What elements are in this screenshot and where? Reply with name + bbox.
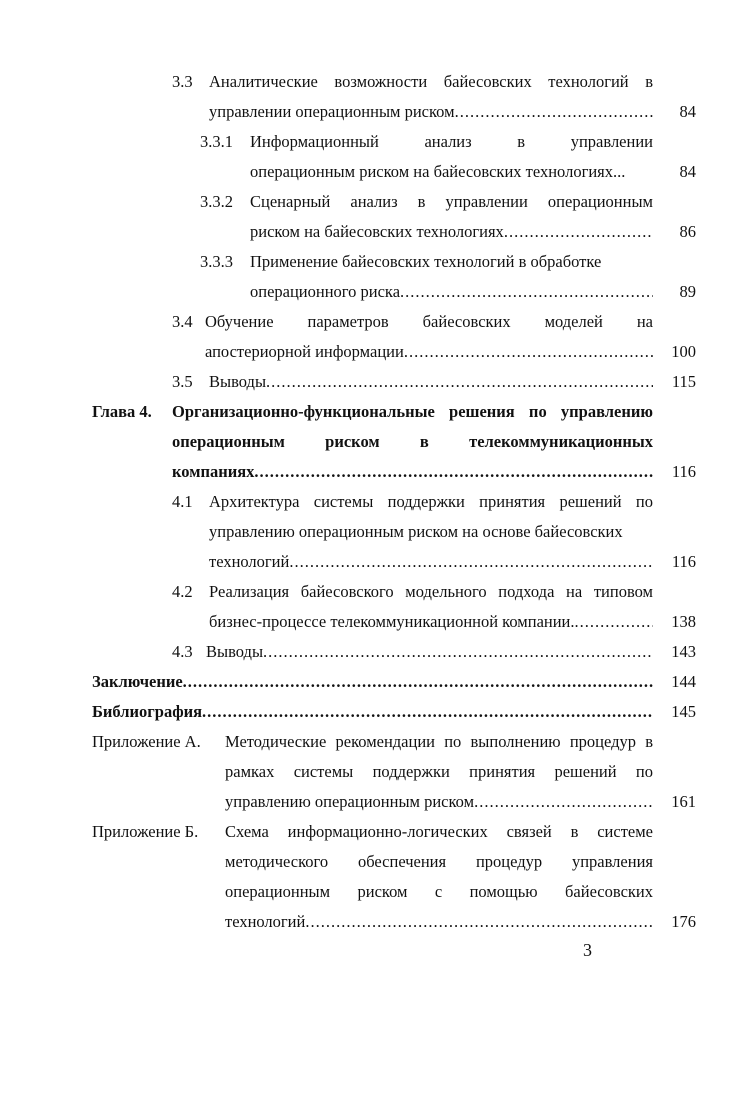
appendix-number: Приложение А.	[92, 732, 201, 751]
page-number: 176	[671, 912, 696, 931]
page-number: 161	[671, 792, 696, 811]
section-number: 3.3	[172, 72, 193, 91]
entry-title-line-dotted: Выводы .....	[206, 641, 653, 663]
section-number: 3.3.2	[200, 192, 233, 211]
page-number: 86	[679, 222, 696, 241]
section-number: 4.2	[172, 582, 193, 601]
entry-title-line-dotted: апостериорной информации .....	[205, 341, 653, 363]
entry-title-line: Информационный анализ в управлении	[250, 132, 653, 151]
section-number: 4.1	[172, 492, 193, 511]
entry-title-line: операционным риском в телекоммуникационных	[172, 432, 653, 451]
appendix-number: Приложение Б.	[92, 822, 199, 841]
entry-title-line-dotted: технологий .....	[225, 911, 653, 933]
entry-title-line-dotted: компаниях .....	[172, 461, 653, 483]
entry-title-line: операционным риском с помощью байесовских	[225, 882, 653, 901]
chapter-number: Глава 4.	[92, 402, 152, 421]
section-number: 3.4	[172, 312, 193, 331]
entry-title-line-dotted: бизнес-процессе телекоммуникационной компании. .....	[209, 611, 653, 633]
entry-title-line-dotted: риском на байесовских технологиях .....	[250, 221, 653, 243]
entry-title-line: управлению операционным риском на основе байесовских	[209, 522, 623, 541]
page-number: 144	[671, 672, 696, 691]
page-number: 89	[679, 282, 696, 301]
page-number: 145	[671, 702, 696, 721]
entry-title-line: Применение байесовских технологий в обработке	[250, 252, 602, 271]
page-number: 84	[679, 102, 696, 121]
entry-title-line: Аналитические возможности байесовских технологий в	[209, 72, 653, 91]
entry-title-line: Организационно-функциональные решения по управлению	[172, 402, 653, 421]
entry-title-line-dotted: Библиография .....	[92, 701, 653, 723]
page-mark: 3	[583, 940, 592, 960]
entry-title-line: Методические рекомендации по выполнению процедур в	[225, 732, 653, 751]
page-number: 116	[671, 462, 696, 481]
entry-title-line: рамках системы поддержки принятия решений по	[225, 762, 653, 781]
entry-title-line: методического обеспечения процедур управления	[225, 852, 653, 871]
entry-title-line: операционным риском на байесовских технологиях...	[250, 162, 626, 181]
entry-title-line: Архитектура системы поддержки принятия решений по	[209, 492, 653, 511]
entry-title-line: Обучение параметров байесовских моделей на	[205, 312, 653, 331]
page-number: 115	[671, 372, 696, 391]
entry-title-line: Сценарный анализ в управлении операционным	[250, 192, 653, 211]
entry-title-line: Реализация байесовского модельного подхода на типовом	[209, 582, 653, 601]
section-number: 3.3.1	[200, 132, 233, 151]
section-number: 3.3.3	[200, 252, 233, 271]
entry-title-line-dotted: Выводы .....	[209, 371, 653, 393]
entry-title-line-dotted: Заключение .....	[92, 671, 653, 693]
entry-title-line-dotted: управлении операционным риском .....	[209, 101, 653, 123]
page-number: 84	[679, 162, 696, 181]
page-number: 143	[671, 642, 696, 661]
entry-title-line-dotted: технологий .....	[209, 551, 653, 573]
entry-title-line-dotted: управлению операционным риском .....	[225, 791, 653, 813]
section-number: 3.5	[172, 372, 193, 391]
entry-title-line: Схема информационно-логических связей в системе	[225, 822, 653, 841]
page-number: 100	[671, 342, 696, 361]
page-number: 116	[671, 552, 696, 571]
entry-title-line-dotted: операционного риска .....	[250, 281, 653, 303]
page-number: 138	[671, 612, 696, 631]
section-number: 4.3	[172, 642, 193, 661]
